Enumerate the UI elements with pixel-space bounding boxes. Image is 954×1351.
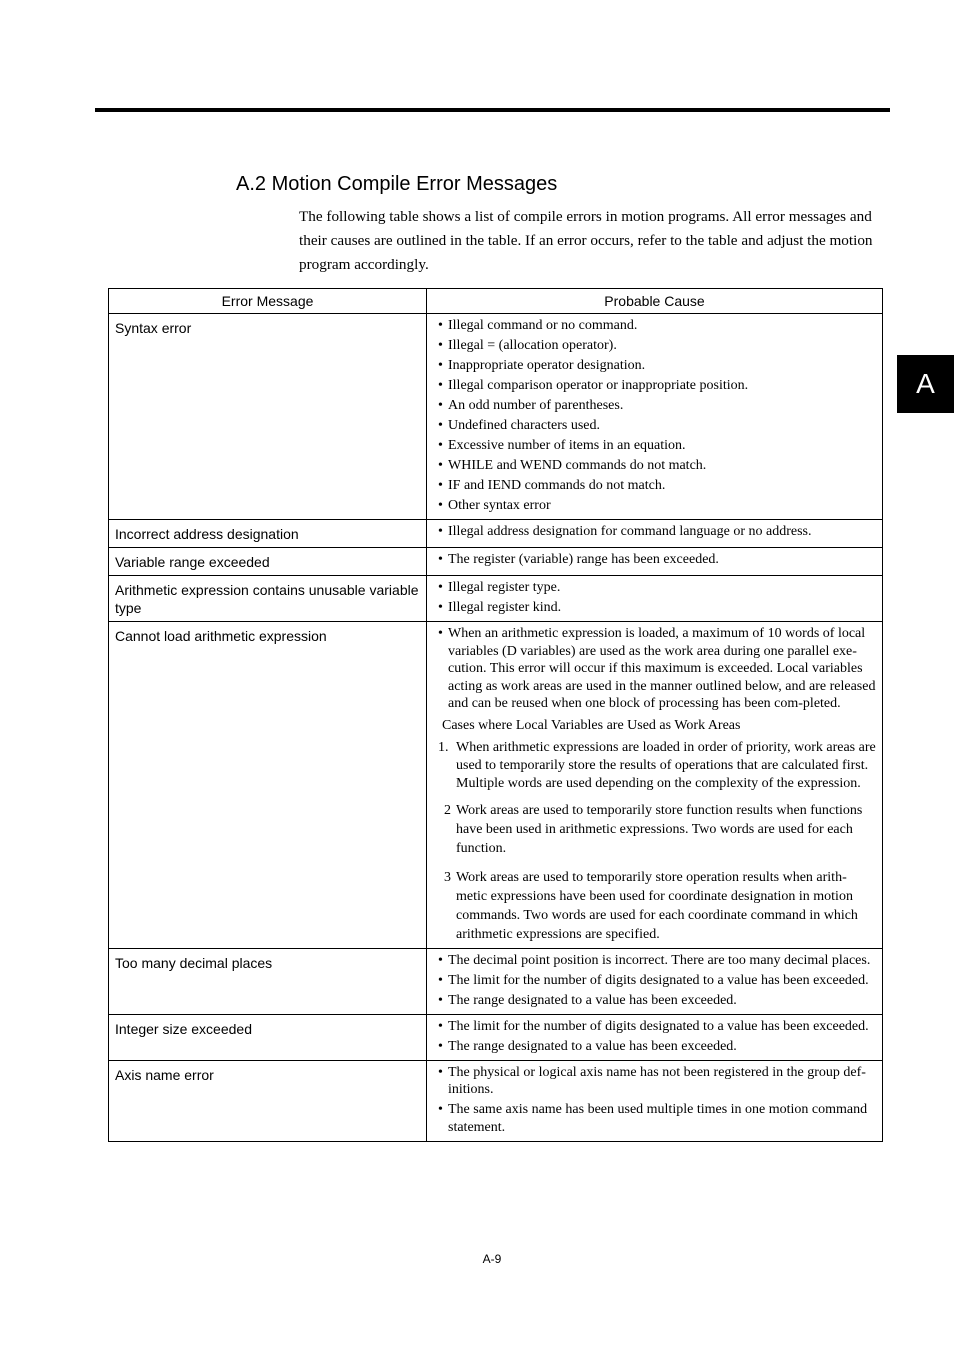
error-message: Cannot load arithmetic expression (109, 622, 427, 949)
table-row (109, 622, 883, 949)
appendix-tab: A (897, 355, 954, 413)
numbered-item (438, 739, 877, 793)
cause-list (438, 317, 877, 515)
cause-item: • The limit for the number of digits designated to a value has been exceeded. (438, 972, 877, 990)
table-row (109, 520, 883, 548)
error-message: Too many decimal places (109, 948, 427, 1014)
probable-cause (427, 948, 883, 1014)
header-probable-cause: Probable Cause (427, 289, 883, 314)
cause-item: • Illegal register type. (438, 579, 877, 597)
cause-list (438, 523, 877, 541)
table-row (109, 1014, 883, 1060)
cause-list (438, 579, 877, 617)
cause-item: • Illegal = (allocation operator). (438, 337, 877, 355)
table-row (109, 548, 883, 576)
probable-cause (427, 520, 883, 548)
error-table (108, 288, 883, 1142)
cause-item: • The limit for the number of digits designated to a value has been exceeded. (438, 1018, 877, 1036)
cause-item: • WHILE and WEND commands do not match. (438, 457, 877, 475)
cause-list (438, 1018, 877, 1056)
cause-item: • The decimal point position is incorrect. There are too many decimal places. (438, 952, 877, 970)
probable-cause (427, 576, 883, 622)
numbered-item (438, 868, 877, 944)
probable-cause (427, 622, 883, 949)
cause-item: • Illegal comparison operator or inappropriate position. (438, 377, 877, 395)
table-row (109, 948, 883, 1014)
cause-item: • The same axis name has been used multiple times in one motion command statement. (438, 1101, 877, 1136)
table-row (109, 576, 883, 622)
item-text: Work areas are used to temporarily store function results when functions have been used in arithmetic expressions. Two words are used for each function. (456, 802, 863, 856)
item-number: 2 (444, 802, 451, 818)
cause-item: • The physical or logical axis name has not been registered in the group def-initions. (438, 1064, 877, 1099)
cause-item: • Other syntax error (438, 497, 877, 515)
cause-item: • The range designated to a value has been exceeded. (438, 992, 877, 1010)
error-message: Incorrect address designation (109, 520, 427, 548)
cause-list (438, 625, 877, 713)
cause-list (438, 1064, 877, 1137)
cause-item: • When an arithmetic expression is loaded, a maximum of 10 words of local variables (D variables) are used as the work area during one parallel exe-cution. This error will occur if this maximum is exceeded. Local variables acting as work areas are used in the manner outlined below, and are released and can be reused when one block of processing has been com-pleted. (438, 625, 877, 713)
error-message: Arithmetic expression contains unusable variable type (109, 576, 427, 622)
cause-list (438, 551, 877, 569)
cause-list (438, 952, 877, 1010)
cause-item: • Excessive number of items in an equation. (438, 437, 877, 455)
intro-paragraph: The following table shows a list of compile errors in motion programs. All error messages and their causes are outlined in the table. If an error occurs, refer to the table and adjust the motion program accordingly. (299, 208, 873, 273)
probable-cause (427, 548, 883, 576)
cause-item: • Undefined characters used. (438, 417, 877, 435)
cause-item: • The register (variable) range has been exceeded. (438, 551, 877, 569)
cause-item: • IF and IEND commands do not match. (438, 477, 877, 495)
table-row (109, 1060, 883, 1141)
cause-item: • Illegal command or no command. (438, 317, 877, 335)
work-area-subheading: Cases where Local Variables are Used as Work Areas (442, 717, 741, 733)
error-message: Variable range exceeded (109, 548, 427, 576)
section-title: A.2 Motion Compile Error Messages (236, 173, 558, 195)
table-row (109, 314, 883, 520)
item-text: Work areas are used to temporarily store operation results when arith-metic expressions have been used for coordinate designation in motion commands. Two words are used for each coordinate command in which arithmetic expressions are specified. (456, 869, 858, 942)
item-text: When arithmetic expressions are loaded in order of priority, work areas are used to temporarily store the results of operations that are calculated first. Multiple words are used depending on the complexity of the expression. (456, 739, 876, 791)
probable-cause (427, 1014, 883, 1060)
header-rule (95, 108, 890, 112)
item-number: 1. (438, 739, 449, 755)
error-message: Integer size exceeded (109, 1014, 427, 1060)
cause-item: • Illegal address designation for command language or no address. (438, 523, 877, 541)
item-number: 3 (444, 869, 451, 885)
page-number: A-9 (482, 1252, 502, 1266)
probable-cause (427, 1060, 883, 1141)
error-message: Axis name error (109, 1060, 427, 1141)
cause-item: • An odd number of parentheses. (438, 397, 877, 415)
table-header-row (109, 289, 883, 314)
numbered-item (438, 801, 877, 858)
cause-item: • Illegal register kind. (438, 599, 877, 617)
error-message: Syntax error (109, 314, 427, 520)
cause-item: • Inappropriate operator designation. (438, 357, 877, 375)
cause-item: • The range designated to a value has been exceeded. (438, 1038, 877, 1056)
probable-cause (427, 314, 883, 520)
header-error-message: Error Message (109, 289, 427, 314)
